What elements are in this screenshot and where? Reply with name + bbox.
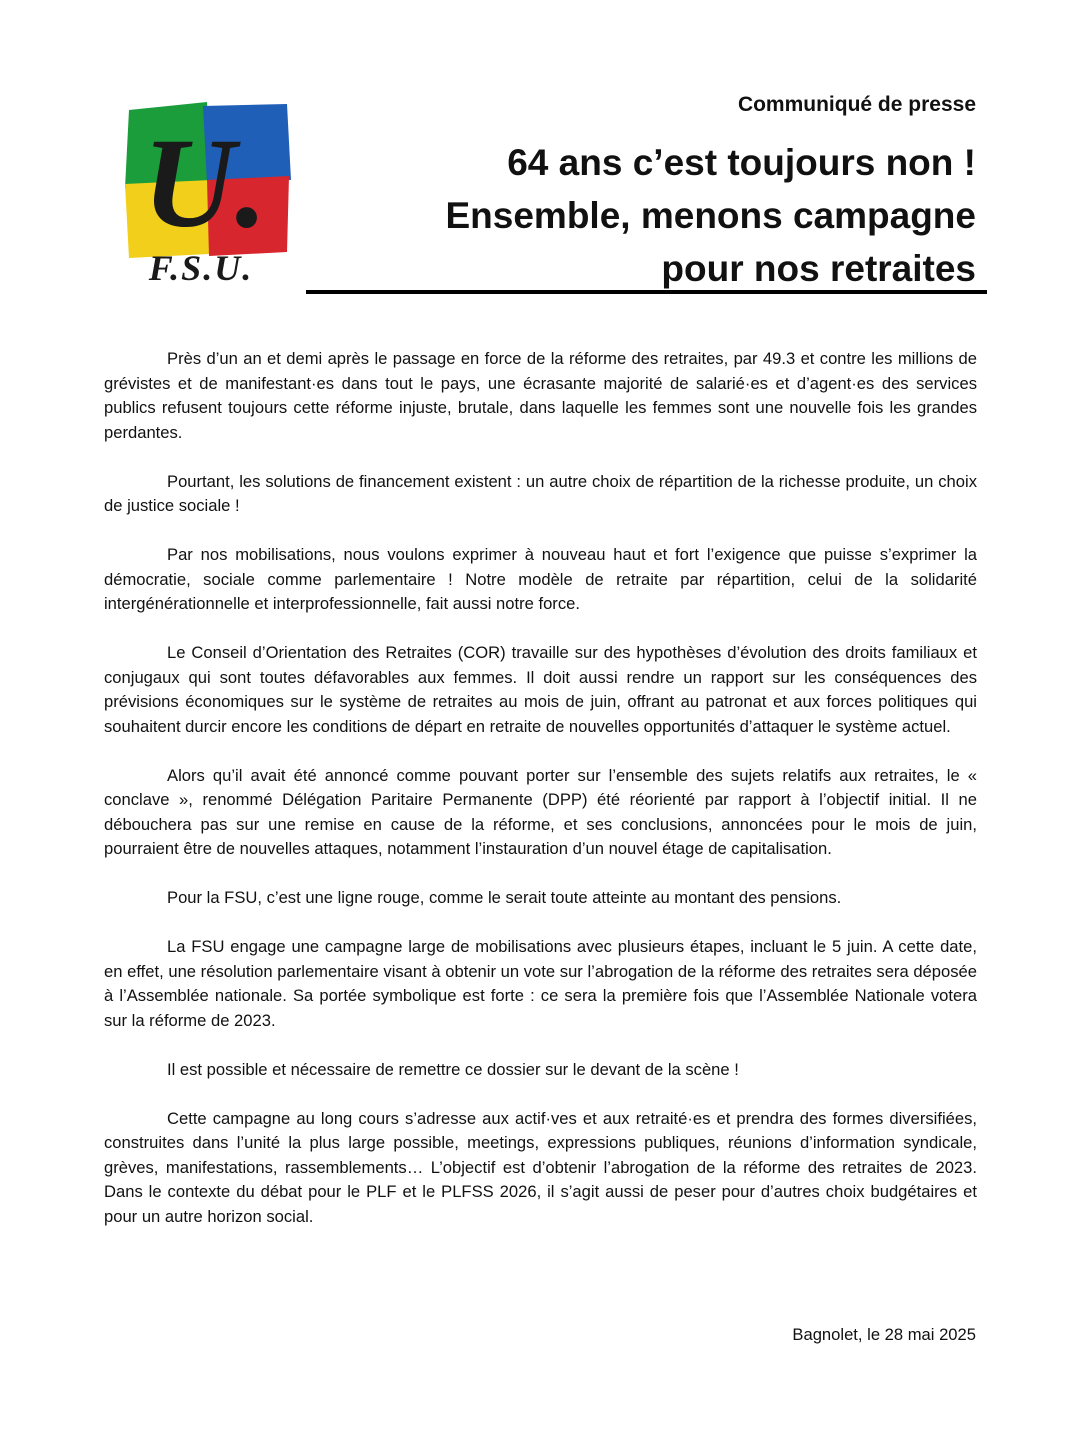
fsu-logo bbox=[115, 88, 300, 288]
paragraph: Près d’un an et demi après le passage en force de la réforme des retraites, par 49.3 et contre les millions de grévistes et de manifestant·es dans tout le pays, une écrasante majorité de salarié·es et d’agent·es des services publics refusent toujours cette réforme injuste, brutale, dans laquelle les femmes sont une nouvelle fois les grandes perdantes. bbox=[104, 349, 977, 442]
title-line-3: pour nos retraites bbox=[661, 248, 976, 289]
logo-text: F.S.U. bbox=[148, 248, 254, 288]
paragraph: Alors qu’il avait été annoncé comme pouvant porter sur l’ensemble des sujets relatifs aux retraites, le « conclave », renommé Délégation Paritaire Permanente (DPP) été réorienté par rapport à l’objectif initial. Il ne débouchera pas sur une remise en cause de la réforme, et ses conclusions, annoncées pour le mois de juin, pourraient être de nouvelles attaques, notamment l’instauration d’un nouvel étage de capitalisation. bbox=[104, 765, 977, 858]
place-date-signature: Bagnolet, le 28 mai 2025 bbox=[792, 1325, 976, 1344]
paragraph: Pourtant, les solutions de financement existent : un autre choix de répartition de la richesse produite, un choix de justice sociale ! bbox=[104, 471, 977, 515]
paragraph: La FSU engage une campagne large de mobilisations avec plusieurs étapes, incluant le 5 juin. A cette date, en effet, une résolution parlementaire visant à obtenir un vote sur l’abrogation de la réforme des retraites sera déposée à l’Assemblée nationale. Sa portée symbolique est forte : ce sera la première fois que l’Assemblée Nationale votera sur la réforme de 2023. bbox=[104, 937, 977, 1030]
page-title bbox=[336, 136, 976, 295]
paragraph: Le Conseil d’Orientation des Retraites (COR) travaille sur des hypothèses d’évolution des droits familiaux et conjugaux qui sont toutes défavorables aux femmes. Il doit aussi rendre un rapport sur les conséquences des prévisions économiques sur le système de retraites au mois de juin, offrant au patronat et aux forces politiques qui souhaitent durcir encore les conditions de départ en retraite de nouvelles opportunités d’attaquer le système actuel. bbox=[104, 643, 977, 736]
press-release-label: Communiqué de presse bbox=[737, 93, 976, 116]
fsu-logo-graphic bbox=[115, 88, 300, 288]
svg-text:U.: U. bbox=[142, 112, 268, 254]
paragraph: Par nos mobilisations, nous voulons exprimer à nouveau haut et fort l’exigence que puisse s’exprimer la démocratie, sociale comme parlementaire ! Notre modèle de retraite par répartition, celui de la solidarité intergénérationnelle et interprofessionnelle, fait aussi notre force. bbox=[104, 545, 977, 613]
title-line-2: Ensemble, menons campagne bbox=[445, 195, 976, 236]
press-release-body bbox=[104, 347, 977, 1254]
paragraph: Pour la FSU, c’est une ligne rouge, comme le serait toute atteinte au montant des pensions. bbox=[167, 888, 842, 907]
paragraph: Il est possible et nécessaire de remettre ce dossier sur le devant de la scène ! bbox=[167, 1059, 739, 1079]
title-underline bbox=[306, 290, 987, 294]
header bbox=[336, 92, 976, 295]
title-line-1: 64 ans c’est toujours non ! bbox=[507, 142, 976, 183]
paragraph: Cette campagne au long cours s’adresse aux actif·ves et aux retraité·es et prendra des formes diversifiées, construites dans l’unité la plus large possible, meetings, expressions publiques, réunions d’information syndicale, grèves, manifestations, rassemblements… L’objectif est d’obtenir l’abrogation de la réforme des retraites de 2023. Dans le contexte du débat pour le PLF et le PLFSS 2026, il s’agit aussi de peser pour d’autres choix budgétaires et pour un autre horizon social. bbox=[104, 1108, 977, 1226]
